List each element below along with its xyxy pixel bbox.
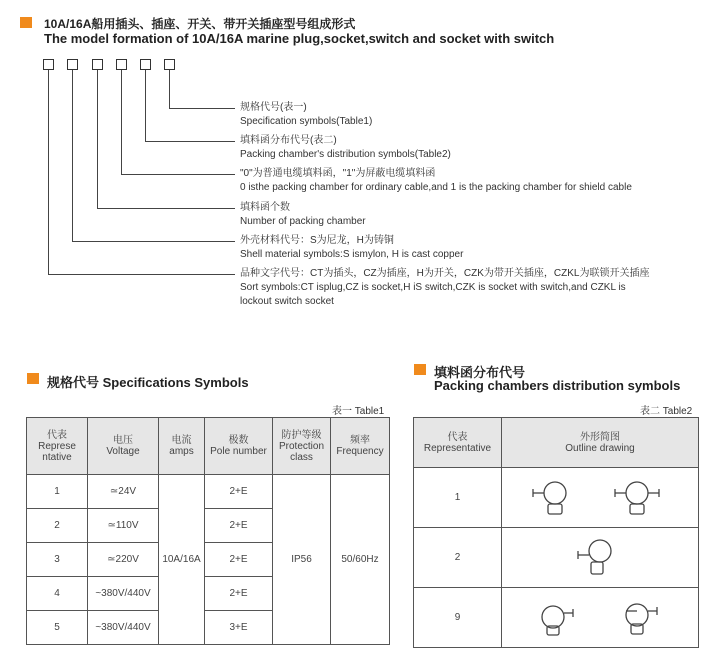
outline-cell xyxy=(502,468,699,528)
connector-line xyxy=(48,274,235,275)
outline-drawing-2 xyxy=(505,531,695,581)
connector-line xyxy=(121,174,235,175)
cell-poles: 2+E xyxy=(205,475,273,509)
code-box-6 xyxy=(164,59,175,70)
header-voltage: 电压 Voltage xyxy=(88,418,159,475)
socket-outline-icon xyxy=(533,482,566,514)
spec-table xyxy=(26,417,390,645)
table-row xyxy=(414,528,699,588)
cell-voltage: ≃110V xyxy=(88,509,159,543)
connector-line xyxy=(145,70,146,141)
header-representative: 代表 Represe ntative xyxy=(27,418,88,475)
header-poles: 极数 Pole number xyxy=(205,418,273,475)
section-bullet-icon xyxy=(414,364,426,375)
connector-line xyxy=(97,70,98,208)
cell-poles: 3+E xyxy=(205,611,273,645)
code-box-4 xyxy=(116,59,127,70)
header-frequency: 频率 Frequency xyxy=(331,418,390,475)
table-row xyxy=(27,475,390,509)
connector-line xyxy=(169,108,235,109)
code-box-5 xyxy=(140,59,151,70)
connector-line xyxy=(72,70,73,241)
cell-poles: 2+E xyxy=(205,509,273,543)
cell-code: 5 xyxy=(27,611,88,645)
desc-sort-symbols: 品种文字代号：CT为插头，CZ为插座，H为开关，CZK为带开关插座，CZKL为联锁开关插座 Sort symbols:CT isplug,CZ is socket,H iS switch,CZK is socket with switch,and CZKL is lockout switch socket xyxy=(240,268,650,307)
cell-code: 1 xyxy=(27,475,88,509)
pack-heading-cn: 填料函分布代号 xyxy=(434,365,526,380)
connector-line xyxy=(169,70,170,108)
table1-label: 表一 Table1 xyxy=(332,406,385,417)
cell-protection: IP56 xyxy=(273,475,331,645)
connector-line xyxy=(97,208,235,209)
code-box-3 xyxy=(92,59,103,70)
socket-outline-icon xyxy=(615,482,659,514)
table-row xyxy=(414,468,699,528)
cell-amps: 10A/16A xyxy=(159,475,205,645)
cell-code: 4 xyxy=(27,577,88,611)
model-title-en: The model formation of 10A/16A marine plug,socket,switch and socket with switch xyxy=(44,31,555,46)
cell-poles: 2+E xyxy=(205,543,273,577)
connector-line xyxy=(48,70,49,274)
cell-code: 1 xyxy=(414,468,502,528)
socket-outline-icon xyxy=(578,540,611,574)
desc-packing-distribution: 填料函分布代号(表二) Packing chamber's distribution symbols(Table2) xyxy=(240,135,451,160)
outline-cell xyxy=(502,528,699,588)
cell-voltage: ~380V/440V xyxy=(88,611,159,645)
socket-outline-icon xyxy=(626,604,657,634)
header-amps: 电流 amps xyxy=(159,418,205,475)
header-outline-drawing: 外形简图 Outline drawing xyxy=(502,418,699,468)
outline-cell xyxy=(502,588,699,648)
cell-voltage: ≃220V xyxy=(88,543,159,577)
connector-line xyxy=(145,141,235,142)
table-header-row xyxy=(414,418,699,468)
outline-drawing-9 xyxy=(505,591,695,641)
cell-voltage: ~380V/440V xyxy=(88,577,159,611)
outline-drawing-1 xyxy=(505,471,695,521)
header-representative: 代表 Representative xyxy=(414,418,502,468)
table-header-row xyxy=(27,418,390,475)
connector-line xyxy=(72,241,235,242)
desc-cable-type: "0"为普通电缆填料函，"1"为屏蔽电缆填料函 0 isthe packing chamber for ordinary cable,and 1 is the packing chamber for shield cable xyxy=(240,168,632,193)
cell-poles: 2+E xyxy=(205,577,273,611)
section-bullet-icon xyxy=(20,17,32,28)
desc-shell-material: 外壳材料代号：S为尼龙，H为铸铜 Shell material symbols:S ismylon, H is cast copper xyxy=(240,235,464,260)
header-protection: 防护等级 Protection class xyxy=(273,418,331,475)
table2-label: 表二 Table2 xyxy=(640,406,693,417)
cell-code: 2 xyxy=(414,528,502,588)
connector-line xyxy=(121,70,122,174)
cell-code: 3 xyxy=(27,543,88,577)
spec-heading: 规格代号 Specifications Symbols xyxy=(47,375,249,390)
model-title-cn: 10A/16A船用插头、插座、开关、带开关插座型号组成形式 xyxy=(44,17,356,31)
desc-spec: 规格代号(表一) Specification symbols(Table1) xyxy=(240,102,373,127)
pack-table xyxy=(413,417,699,648)
cell-code: 2 xyxy=(27,509,88,543)
cell-voltage: ≃24V xyxy=(88,475,159,509)
pack-heading-en: Packing chambers distribution symbols xyxy=(434,378,681,393)
desc-chamber-count: 填料函个数 Number of packing chamber xyxy=(240,202,366,227)
socket-outline-icon xyxy=(542,606,573,635)
cell-frequency: 50/60Hz xyxy=(331,475,390,645)
cell-code: 9 xyxy=(414,588,502,648)
section-bullet-icon xyxy=(27,373,39,384)
code-box-1 xyxy=(43,59,54,70)
code-box-2 xyxy=(67,59,78,70)
table-row xyxy=(414,588,699,648)
